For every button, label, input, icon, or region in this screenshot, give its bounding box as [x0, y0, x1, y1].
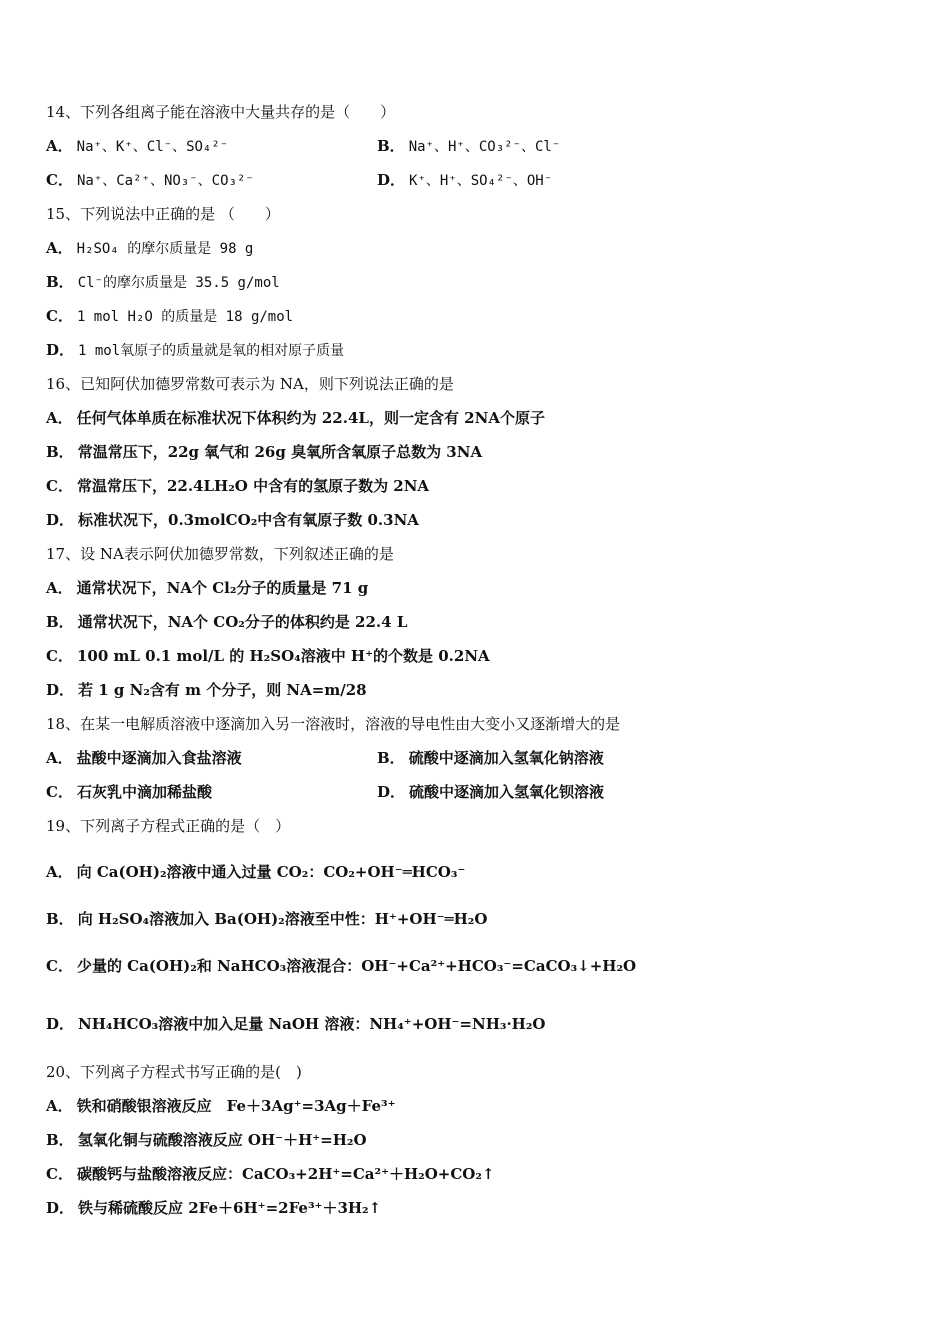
- q15-option-a: A． H₂SO₄ 的摩尔质量是 98 g: [46, 239, 254, 257]
- q18-stem: 18、在某一电解质溶液中逐滴加入另一溶液时，溶液的导电性由大变小又逐渐增大的是: [46, 715, 621, 733]
- q18-option-a: A． 盐酸中逐滴加入食盐溶液: [46, 749, 242, 767]
- q14-stem: 14、下列各组离子能在溶液中大量共存的是（ ）: [46, 103, 396, 121]
- q20-option-a: A． 铁和硝酸银溶液反应 Fe＋3Ag⁺=3Ag＋Fe³⁺: [46, 1097, 396, 1115]
- q16-stem: 16、已知阿伏加德罗常数可表示为 NA，则下列说法正确的是: [46, 375, 454, 393]
- q16-option-d: D． 标准状况下，0.3molCO₂中含有氧原子数 0.3NA: [46, 511, 419, 529]
- q15-option-b: B． Cl⁻的摩尔质量是 35.5 g/mol: [46, 273, 280, 291]
- q15-stem: 15、下列说法中正确的是 （ ）: [46, 205, 280, 223]
- q17-option-b: B． 通常状况下，NA个 CO₂分子的体积约是 22.4 L: [46, 613, 408, 631]
- q19-option-a: A． 向 Ca(OH)₂溶液中通入过量 CO₂：CO₂+OH⁻═HCO₃⁻: [46, 863, 466, 881]
- q19-option-d: D． NH₄HCO₃溶液中加入足量 NaOH 溶液：NH₄⁺+OH⁻=NH₃·H₂O: [46, 1015, 546, 1033]
- q17-option-c: C． 100 mL 0.1 mol/L 的 H₂SO₄溶液中 H⁺的个数是 0.2NA: [46, 647, 490, 665]
- q20-option-d: D． 铁与稀硫酸反应 2Fe＋6H⁺=2Fe³⁺＋3H₂↑: [46, 1199, 382, 1217]
- q20-option-c: C． 碳酸钙与盐酸溶液反应：CaCO₃+2H⁺=Ca²⁺＋H₂O+CO₂↑: [46, 1165, 495, 1183]
- q15-option-d: D． 1 mol氧原子的质量就是氧的相对原子质量: [46, 341, 345, 359]
- q19-option-c: C． 少量的 Ca(OH)₂和 NaHCO₃溶液混合：OH⁻+Ca²⁺+HCO₃⁻=CaCO₃↓+H₂O: [46, 957, 637, 975]
- q14-option-b: B． Na⁺、H⁺、CO₃²⁻、Cl⁻: [377, 137, 561, 155]
- q14-option-d: D． K⁺、H⁺、SO₄²⁻、OH⁻: [377, 171, 553, 189]
- q20-stem: 20、下列离子方程式书写正确的是( ): [46, 1063, 302, 1081]
- q16-option-c: C． 常温常压下，22.4LH₂O 中含有的氢原子数为 2NA: [46, 477, 430, 495]
- q17-option-d: D． 若 1 g N₂含有 m 个分子，则 NA=m/28: [46, 681, 367, 699]
- q20-option-b: B． 氢氧化铜与硫酸溶液反应 OH⁻＋H⁺=H₂O: [46, 1131, 367, 1149]
- q18-option-d: D． 硫酸中逐滴加入氢氧化钡溶液: [377, 783, 605, 801]
- q19-stem: 19、下列离子方程式正确的是（ ）: [46, 817, 291, 835]
- q14-option-a: A． Na⁺、K⁺、Cl⁻、SO₄²⁻: [46, 137, 229, 155]
- q14-option-c: C． Na⁺、Ca²⁺、NO₃⁻、CO₃²⁻: [46, 171, 254, 189]
- q19-option-b: B． 向 H₂SO₄溶液加入 Ba(OH)₂溶液至中性：H⁺+OH⁻═H₂O: [46, 910, 488, 928]
- q16-option-a: A． 任何气体单质在标准状况下体积约为 22.4L，则一定含有 2NA个原子: [46, 409, 545, 427]
- q17-stem: 17、设 NA表示阿伏加德罗常数，下列叙述正确的是: [46, 545, 394, 563]
- q17-option-a: A． 通常状况下，NA个 Cl₂分子的质量是 71 g: [46, 579, 369, 597]
- q18-option-b: B． 硫酸中逐滴加入氢氧化钠溶液: [377, 749, 604, 767]
- q15-option-c: C． 1 mol H₂O 的质量是 18 g/mol: [46, 307, 294, 325]
- q16-option-b: B． 常温常压下，22g 氧气和 26g 臭氧所含氧原子总数为 3NA: [46, 443, 483, 461]
- q18-option-c: C． 石灰乳中滴加稀盐酸: [46, 783, 212, 801]
